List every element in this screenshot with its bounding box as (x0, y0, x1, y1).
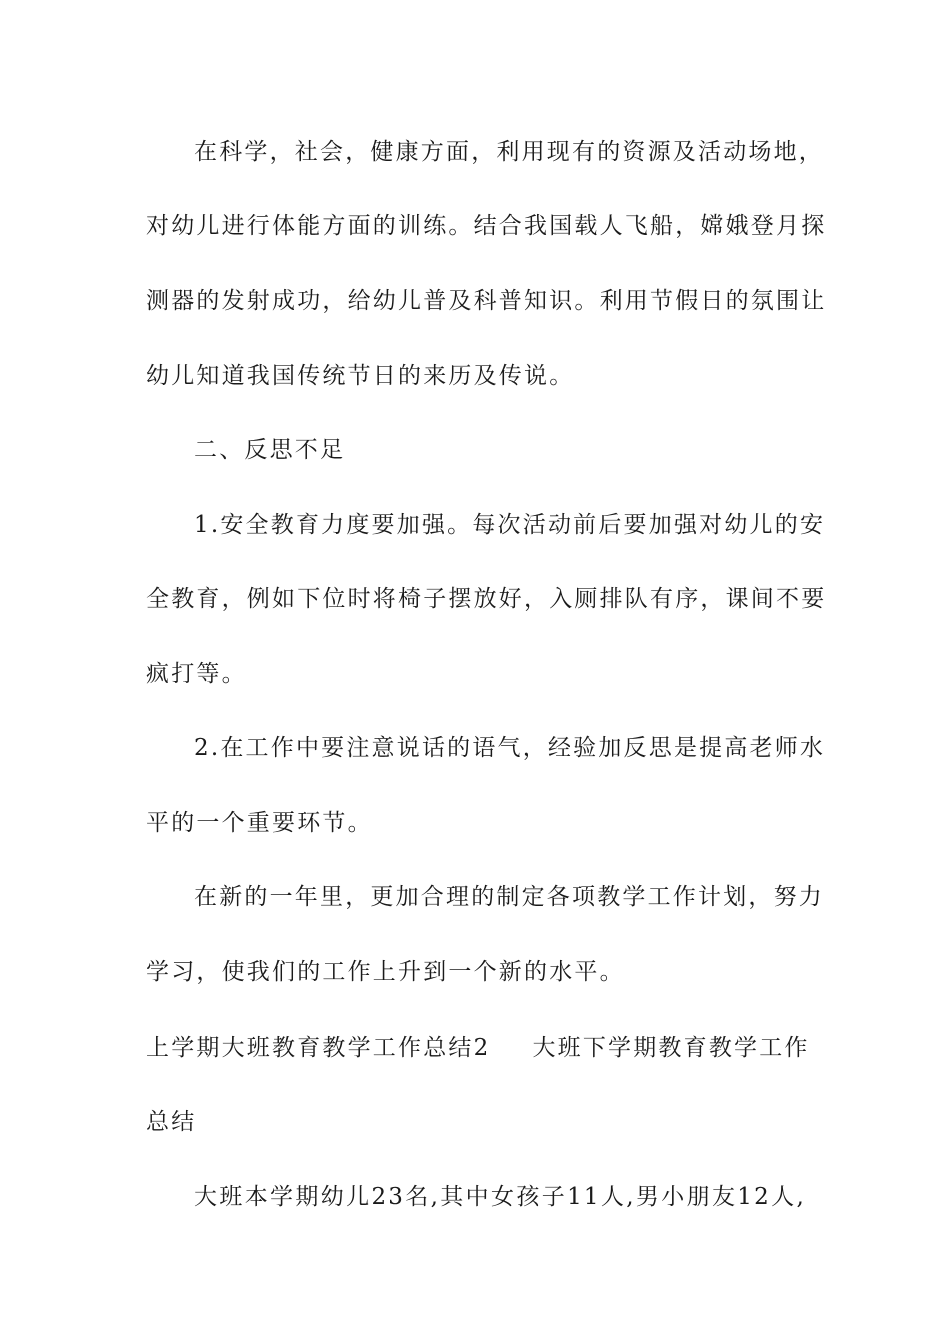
document-title-part-1: 上学期大班教育教学工作总结2 (146, 1035, 491, 1061)
paragraph-2-line-3: 疯打等。 (146, 661, 247, 687)
paragraph-5-line-1: 大班本学期幼儿23名,其中女孩子11人,男小朋友12人, (194, 1184, 806, 1210)
paragraph-4-line-2: 学习，使我们的工作上升到一个新的水平。 (146, 959, 625, 985)
document-title-part-2: 大班下学期教育教学工作 (532, 1035, 810, 1061)
section-heading-reflection: 二、反思不足 (194, 437, 346, 463)
paragraph-1-line-2: 对幼儿进行体能方面的训练。结合我国载人飞船，嫦娥登月探 (146, 213, 827, 239)
paragraph-1-line-4: 幼儿知道我国传统节日的来历及传说。 (146, 363, 575, 389)
paragraph-2-line-1: 1.安全教育力度要加强。每次活动前后要加强对幼儿的安 (194, 512, 826, 538)
paragraph-4-line-1: 在新的一年里，更加合理的制定各项教学工作计划，努力 (194, 884, 824, 910)
paragraph-3-line-1: 2.在工作中要注意说话的语气，经验加反思是提高老师水 (194, 735, 826, 761)
document-title-line-1 (146, 1034, 810, 1062)
document-title-line-2: 总结 (146, 1109, 197, 1135)
paragraph-1-line-1: 在科学，社会，健康方面，利用现有的资源及活动场地， (194, 139, 824, 165)
paragraph-1-line-3: 测器的发射成功，给幼儿普及科普知识。利用节假日的氛围让 (146, 288, 827, 314)
paragraph-3-line-2: 平的一个重要环节。 (146, 810, 373, 836)
paragraph-2-line-2: 全教育，例如下位时将椅子摆放好，入厕排队有序，课间不要 (146, 586, 827, 612)
